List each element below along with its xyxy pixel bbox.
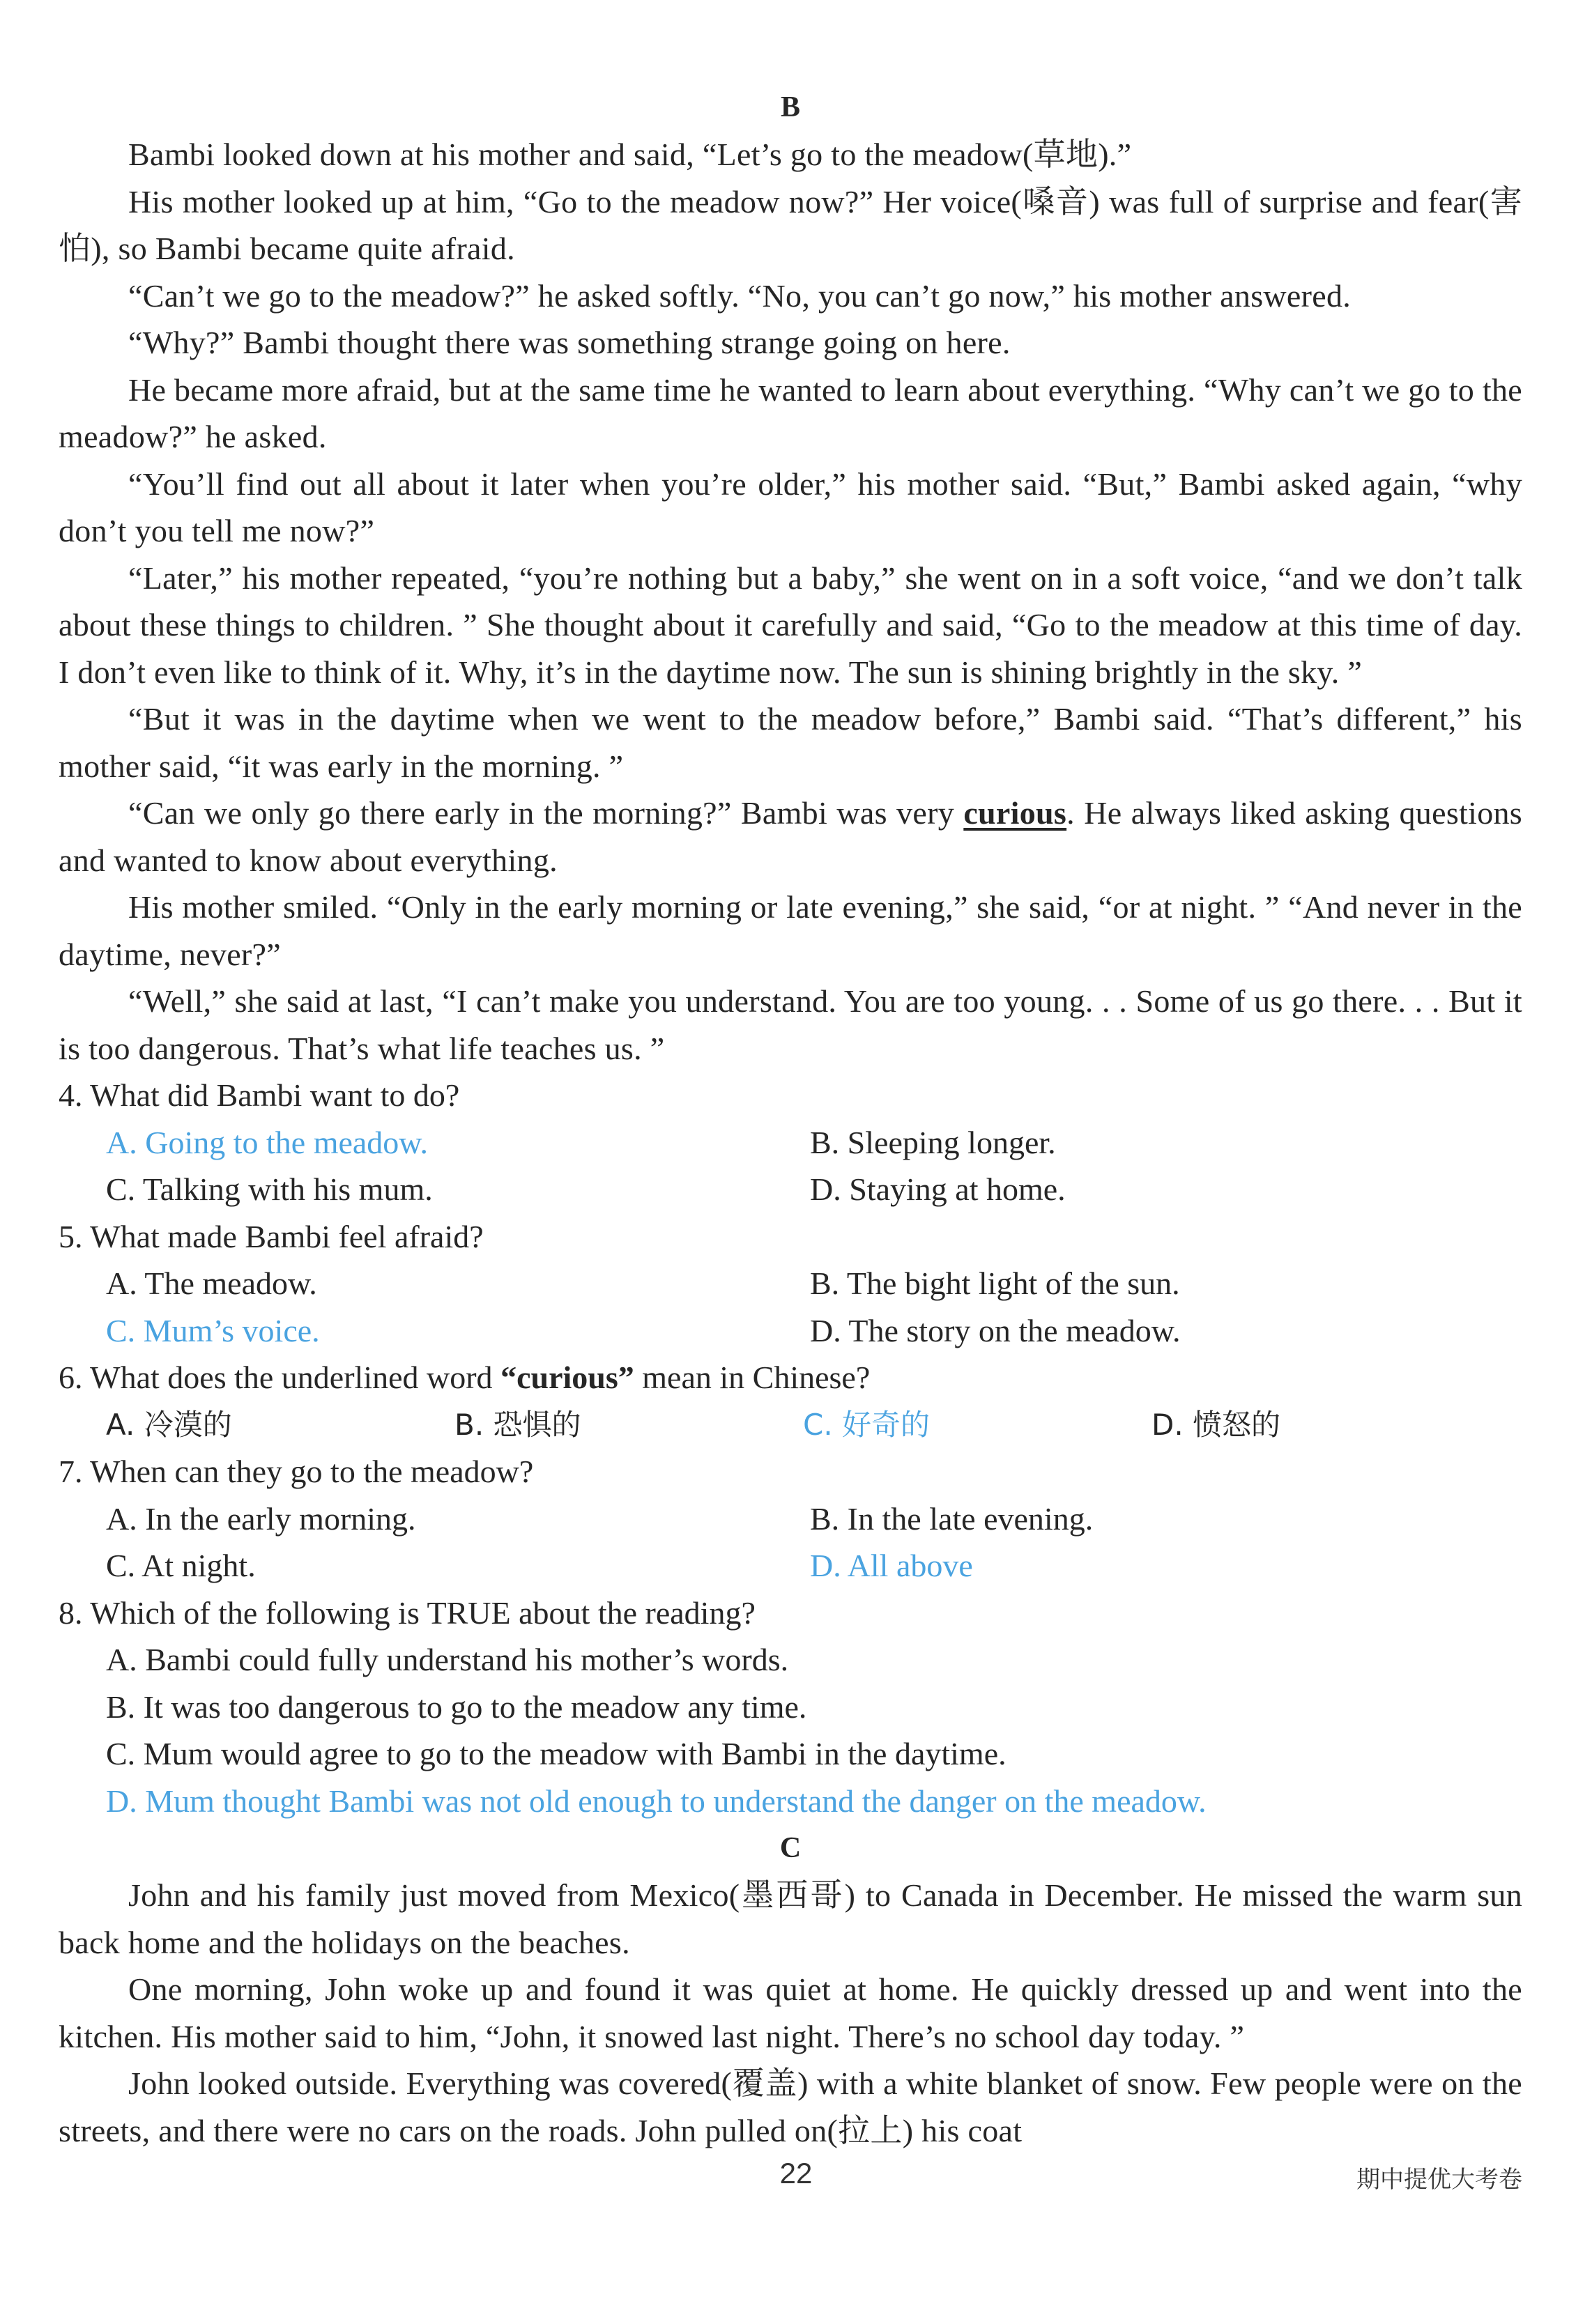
paragraph: “Well,” she said at last, “I can’t make you understand. You are too young. . . Some of us go there. . . But it is too dangerous. That’s what life teaches us. ”: [59, 983, 1522, 1066]
text: “Can we only go there early in the morning?” Bambi was very: [128, 795, 964, 831]
option-d: D. Mum thought Bambi was not old enough to understand the danger on the meadow.: [106, 1783, 1207, 1819]
option-d: D. All above: [810, 1548, 973, 1583]
paragraph: “Can’t we go to the meadow?” he asked softly. “No, you can’t go now,” his mother answered.: [128, 277, 1352, 314]
question-8-stem: 8. Which of the following is TRUE about the reading?: [59, 1594, 756, 1631]
option-a: A. Bambi could fully understand his mother’s words.: [106, 1642, 789, 1677]
option-d: D. 愤怒的: [1151, 1407, 1281, 1442]
paragraph: John looked outside. Everything was covered(覆盖) with a white blanket of snow. Few people were on the streets, and there were no cars on the roads. John pulled on(拉上) his coat: [59, 2065, 1522, 2148]
book-title: 期中提优大考卷: [1356, 2166, 1522, 2194]
page-content: [59, 84, 1522, 2154]
option-c: C. Mum’s voice.: [106, 1312, 320, 1348]
option-d: D. Staying at home.: [810, 1171, 1066, 1207]
question-6-stem: [59, 1354, 1522, 1401]
question-8-options: [59, 1636, 1522, 1824]
question-5-stem: 5. What made Bambi feel afraid?: [59, 1218, 484, 1254]
option-a: A. In the early morning.: [106, 1500, 416, 1537]
option-b: B. It was too dangerous to go to the meadow any time.: [106, 1688, 807, 1725]
question-5-options: [59, 1260, 1522, 1354]
text: 6. What does the underlined word: [59, 1360, 501, 1395]
paragraph: One morning, John woke up and found it was quiet at home. He quickly dressed up and went into the kitchen. His mother said to him, “John, it snowed last night. There’s no school day today. ”: [59, 1971, 1522, 2054]
text: mean in Chinese?: [634, 1360, 871, 1395]
option-b: B. 恐惧的: [454, 1407, 581, 1442]
paragraph: “Why?” Bambi thought there was something strange going on here.: [128, 325, 1011, 360]
paragraph: “Later,” his mother repeated, “you’re nothing but a baby,” she went on in a soft voice, “and we don’t talk about these things to children. ” She thought about it carefully and said, “Go to the meadow at this time of day. I don’t even like to think of it. Why, it’s in the daytime now. The sun is shining brightly in the sky. ”: [59, 560, 1522, 690]
section-b-title: B: [780, 91, 800, 123]
option-a: A. 冷漠的: [106, 1407, 232, 1442]
question-4-stem: 4. What did Bambi want to do?: [59, 1077, 460, 1113]
text: . He always liked asking questions and wanted to know about everything.: [59, 795, 1522, 878]
option-a: A. The meadow.: [106, 1265, 317, 1301]
section-c-title: C: [779, 1832, 802, 1864]
question-7-options: [59, 1495, 1522, 1590]
paragraph: Bambi looked down at his mother and said, “Let’s go to the meadow(草地).”: [128, 137, 1132, 172]
option-b: B. In the late evening.: [810, 1500, 1094, 1537]
page-number: 22: [779, 2157, 813, 2190]
question-6-options: [59, 1401, 1522, 1449]
option-d: D. The story on the meadow.: [810, 1312, 1181, 1348]
underlined-word: curious: [963, 795, 1067, 831]
paragraph: His mother smiled. “Only in the early morning or late evening,” she said, “or at night. ” “And never in the daytime, never?”: [59, 889, 1522, 972]
option-c: C. Mum would agree to go to the meadow with Bambi in the daytime.: [106, 1736, 1007, 1771]
paragraph: John and his family just moved from Mexico(墨西哥) to Canada in December. He missed the warm sun back home and the holidays on the beaches.: [59, 1877, 1522, 1960]
option-b: B. Sleeping longer.: [810, 1124, 1056, 1160]
question-7-stem: 7. When can they go to the meadow?: [59, 1454, 534, 1489]
question-4-options: [59, 1119, 1522, 1213]
paragraph: “But it was in the daytime when we went to the meadow before,” Bambi said. “That’s different,” his mother said, “it was early in the morning. ”: [59, 701, 1522, 784]
option-c: C. 好奇的: [803, 1407, 931, 1442]
option-b: B. The bight light of the sun.: [810, 1265, 1180, 1301]
option-c: C. Talking with his mum.: [106, 1171, 433, 1207]
option-a: A. Going to the meadow.: [106, 1124, 429, 1160]
paragraph: His mother looked up at him, “Go to the meadow now?” Her voice(嗓音) was full of surprise and fear(害怕), so Bambi became quite afraid.: [59, 183, 1522, 266]
paragraph: “You’ll find out all about it later when you’re older,” his mother said. “But,” Bambi asked again, “why don’t you tell me now?”: [59, 465, 1522, 548]
option-c: C. At night.: [106, 1548, 256, 1583]
paragraph-curious: [59, 790, 1522, 884]
paragraph: He became more afraid, but at the same time he wanted to learn about everything. “Why can’t we go to the meadow?” he asked.: [59, 371, 1522, 454]
quoted-word: “curious”: [500, 1360, 634, 1395]
